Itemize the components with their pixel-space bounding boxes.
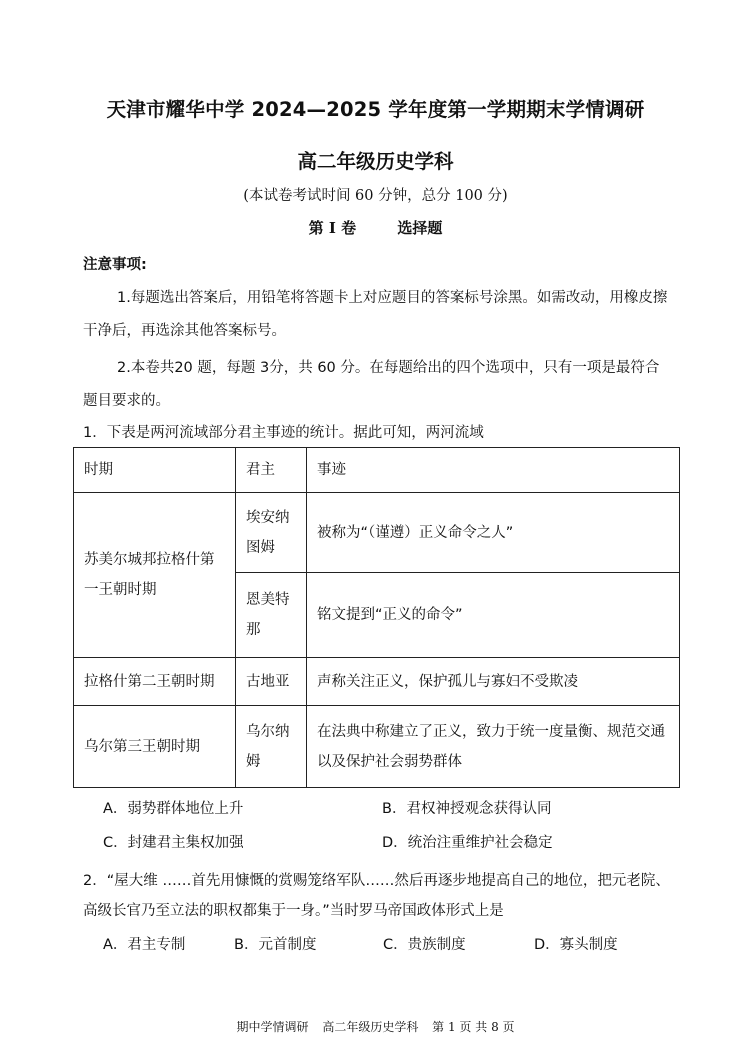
table-header-cell: 事迹	[307, 448, 680, 493]
option-b: B．君权神授观念获得认同	[382, 801, 552, 817]
footer-exam: 期中学情调研	[236, 1020, 309, 1034]
option-a: A．君主专制	[103, 937, 186, 953]
table-row	[74, 658, 680, 706]
footer-subject: 高二年级历史学科	[322, 1020, 419, 1034]
option-d: D．寡头制度	[534, 937, 618, 953]
table-cell-ruler: 恩美特那	[236, 573, 307, 658]
exam-info: (本试卷考试时间 60 分钟，总分 100 分)	[243, 188, 508, 204]
table-row	[74, 493, 680, 573]
notice-item-2: 2.本卷共20 题，每题 3分，共 60 分。在每题给出的四个选项中，只有一项是最符合题目要求的。	[83, 360, 660, 409]
option-d: D．统治注重维护社会稳定	[382, 835, 553, 851]
table-cell-period: 乌尔第三王朝时期	[74, 706, 236, 788]
section-number: 第 I 卷	[308, 219, 357, 237]
table-cell-deed: 在法典中称建立了正义，致力于统一度量衡、规范交通以及保护社会弱势群体	[307, 706, 680, 788]
section-name: 选择题	[397, 219, 443, 237]
question-1-table	[73, 447, 680, 788]
option-a: A．弱势群体地位上升	[103, 801, 244, 817]
table-cell-deed: 被称为“（谨遵）正义命令之人”	[307, 493, 680, 573]
question-1-stem: 1．下表是两河流域部分君主事迹的统计。据此可知，两河流域	[83, 425, 484, 441]
notice-heading: 注意事项:	[83, 257, 147, 273]
table-row	[74, 706, 680, 788]
table-cell-period: 拉格什第二王朝时期	[74, 658, 236, 706]
table-header-row	[74, 448, 680, 493]
page-footer	[0, 1018, 751, 1035]
table-cell-ruler: 乌尔纳姆	[236, 706, 307, 788]
table-cell-ruler: 古地亚	[236, 658, 307, 706]
table-cell-deed: 铭文提到“正义的命令”	[307, 573, 680, 658]
exam-subtitle: 高二年级历史学科	[297, 150, 454, 173]
option-c: C．封建君主集权加强	[103, 835, 244, 851]
table-cell-period: 苏美尔城邦拉格什第一王朝时期	[74, 493, 236, 658]
table-header-cell: 君主	[236, 448, 307, 493]
table-cell-ruler: 埃安纳图姆	[236, 493, 307, 573]
option-c: C．贵族制度	[383, 937, 466, 953]
option-b: B．元首制度	[234, 937, 317, 953]
exam-title: 天津市耀华中学 2024—2025 学年度第一学期期末学情调研	[106, 98, 645, 121]
table-cell-deed: 声称关注正义，保护孤儿与寡妇不受欺凌	[307, 658, 680, 706]
section-heading	[0, 217, 751, 238]
question-2-stem: 2．“屋大维 ……首先用慷慨的赏赐笼络军队……然后再逐步地提高自己的地位，把元老院、高级长官乃至立法的职权都集于一身。”当时罗马帝国政体形式上是	[83, 873, 670, 919]
table-header-cell: 时期	[74, 448, 236, 493]
notice-item-1: 1.每题选出答案后，用铅笔将答题卡上对应题目的答案标号涂黑。如需改动，用橡皮擦干净后，再选涂其他答案标号。	[83, 290, 668, 339]
footer-page-number: 第 1 页 共 8 页	[432, 1020, 515, 1034]
